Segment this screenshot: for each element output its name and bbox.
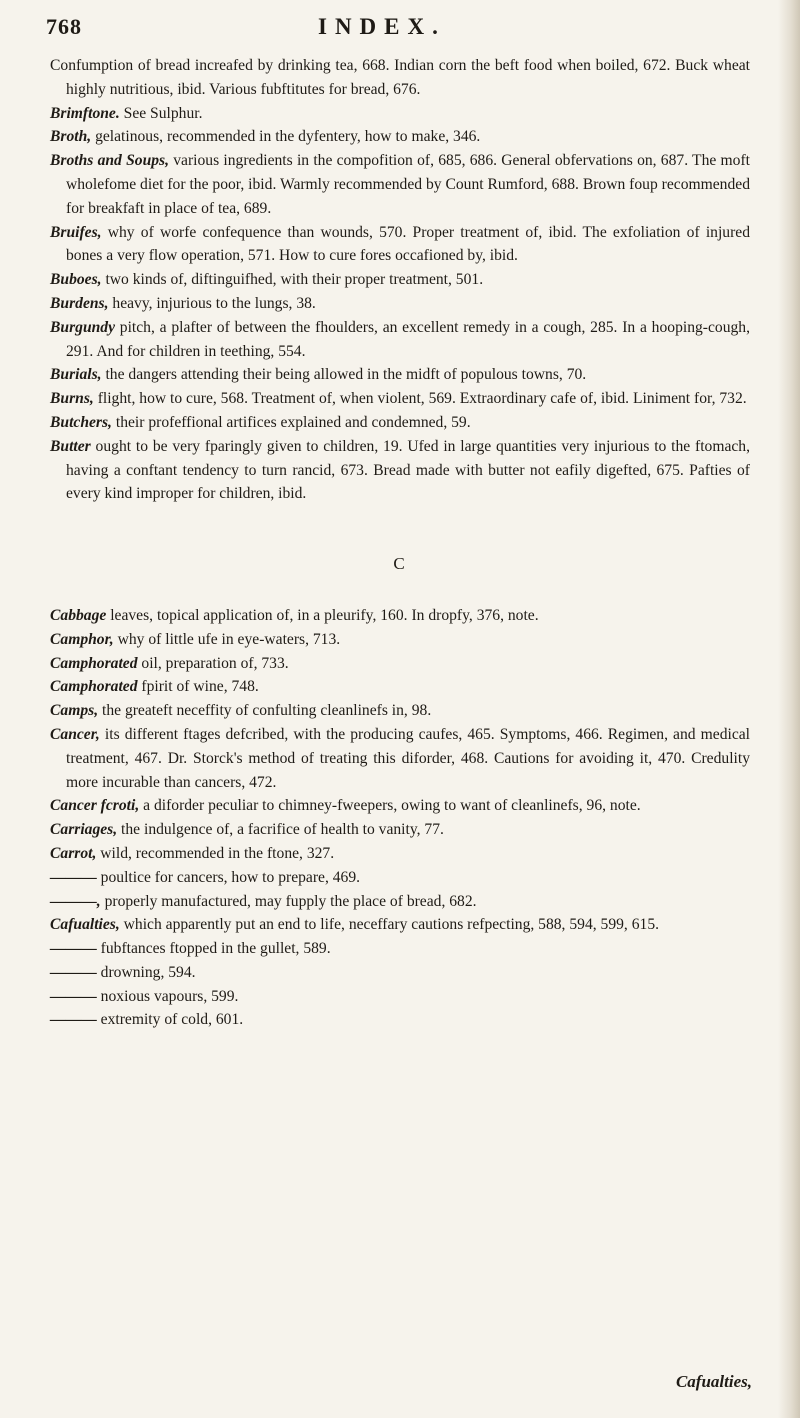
entry-text: wild, recommended in the ftone, 327.: [96, 844, 335, 862]
index-entry: [50, 628, 750, 652]
entry-headword: ———,: [50, 892, 101, 910]
page-edge-shadow: [778, 0, 800, 1418]
index-entry: [50, 699, 750, 723]
entry-text: why of worfe confequence than wounds, 570. Proper treatment of, ibid. The exfoliation of injured bones a very flow operation, 571. How to cure fores occafioned by, ibid.: [66, 223, 750, 265]
entry-headword: ———: [50, 987, 97, 1005]
entry-text: the dangers attending their being allowed in the midft of populous towns, 70.: [101, 366, 587, 384]
entry-headword: Burials,: [50, 366, 102, 384]
entry-headword: Camphor,: [50, 630, 114, 648]
entry-text: gelatinous, recommended in the dyfentery, how to make, 346.: [91, 128, 481, 146]
entry-text: their profeffional artifices explained and condemned, 59.: [111, 413, 471, 431]
entry-text: poultice for cancers, how to prepare, 469.: [96, 868, 361, 886]
index-entry: [50, 149, 750, 220]
entry-headword: ———: [50, 940, 97, 958]
entry-headword: ———: [50, 868, 97, 886]
entry-headword: Burns,: [50, 390, 94, 408]
page-header: [46, 10, 746, 50]
entry-text: the greateft neceffity of confulting cleanlinefs in, 98.: [98, 702, 432, 720]
entry-text: a diforder peculiar to chimney-fweepers, owing to want of cleanlinefs, 96, note.: [139, 797, 641, 815]
entry-text: leaves, topical application of, in a pleurify, 160. In dropfy, 376, note.: [106, 606, 539, 624]
entry-headword: ———: [50, 963, 97, 981]
index-entry: [50, 890, 750, 914]
index-entry: [50, 292, 750, 316]
index-entry: [50, 316, 750, 364]
index-entry: [50, 842, 750, 866]
entry-headword: Burdens,: [50, 294, 109, 312]
entry-headword: Buboes,: [50, 271, 102, 289]
index-entry: [50, 937, 750, 961]
index-entry: [50, 723, 750, 794]
entry-text: two kinds of, diftinguifhed, with their proper treatment, 501.: [101, 271, 484, 289]
entry-headword: Cafualties,: [50, 916, 120, 934]
page-number: 768: [46, 14, 82, 39]
entry-text: its different ftages defcribed, with the producing caufes, 465. Symptoms, 466. Regimen, and medical treatment, 467. Dr. Storck's method of treating this diforder, 468. Cautions for avoiding it, 470. Credulity more incurable than cancers, 472.: [66, 725, 750, 791]
entry-headword: Camps,: [50, 702, 99, 720]
entry-headword: Carrot,: [50, 844, 97, 862]
entry-text: the indulgence of, a facrifice of health to vanity, 77.: [117, 821, 444, 839]
entry-headword: Carriages,: [50, 821, 118, 839]
index-entry: [50, 363, 750, 387]
entry-text: fpirit of wine, 748.: [137, 678, 259, 696]
entry-headword: ———: [50, 1011, 97, 1029]
index-entry: [50, 221, 750, 269]
entry-headword: Broths and Soups,: [50, 152, 170, 170]
entry-headword: Cabbage: [50, 606, 107, 624]
index-entry: [50, 985, 750, 1009]
entry-headword: Camphorated: [50, 678, 138, 696]
index-entry: [50, 268, 750, 292]
entry-text: fubftances ftopped in the gullet, 589.: [96, 940, 331, 958]
entry-headword: Cancer fcroti,: [50, 797, 140, 815]
index-entry: [50, 1008, 750, 1032]
entry-text: why of little ufe in eye-waters, 713.: [113, 630, 341, 648]
entry-text: which apparently put an end to life, neceffary cautions refpecting, 588, 594, 599, 615.: [119, 916, 660, 934]
index-entry: [50, 54, 750, 102]
index-entry: [50, 913, 750, 937]
index-entry: [50, 387, 750, 411]
entry-text: various ingredients in the compofition of, 685, 686. General obfervations on, 687. The moft wholefome diet for the poor, ibid. Warmly recommended by Count Rumford, 688. Brown foup recommended for breakfaft in place of tea, 689.: [66, 152, 751, 217]
entry-text: pitch, a plafter of between the fhoulders, an excellent remedy in a cough, 285. In a hooping-cough, 291. And for children in teething, 554.: [66, 318, 750, 360]
entry-headword: Burgundy: [50, 318, 116, 336]
entry-headword: Broth,: [50, 128, 92, 146]
index-entry: [50, 794, 750, 818]
entry-headword: Camphorated: [50, 654, 138, 672]
index-entry: [50, 652, 750, 676]
index-entry: [50, 818, 750, 842]
index-entry: [50, 411, 750, 435]
index-entry: [50, 675, 750, 699]
index-content: [50, 54, 750, 1032]
entry-text: Confumption of bread increafed by drinking tea, 668. Indian corn the beft food when boiled, 672. Buck wheat highly nutritious, ibid. Various fubftitutes for bread, 676.: [50, 57, 750, 98]
entry-text: extremity of cold, 601.: [96, 1011, 244, 1029]
entries-b-list: [50, 54, 750, 506]
entry-headword: Brimftone.: [50, 104, 120, 122]
index-entry: [50, 125, 750, 149]
entry-text: See Sulphur.: [119, 104, 203, 122]
section-letter: C: [393, 554, 407, 574]
entry-text: flight, how to cure, 568. Treatment of, when violent, 569. Extraordinary cafe of, ibid. Liniment for, 732.: [93, 390, 747, 408]
index-entry: [50, 961, 750, 985]
entry-headword: Butter: [50, 437, 91, 455]
index-entry: [50, 435, 750, 506]
entry-headword: Bruifes,: [50, 223, 102, 241]
entry-headword: Cancer,: [50, 725, 100, 743]
entries-c-list: [50, 604, 750, 1032]
entry-headword: Butchers,: [50, 413, 112, 431]
entry-text: ought to be very fparingly given to children, 19. Ufed in large quantities very injurious to the ftomach, having a conftant tendency to turn rancid, 673. Bread made with butter not eafily digefted, 675. Pafties of every kind improper for children, ibid.: [66, 437, 750, 503]
catchword: Cafualties,: [675, 1372, 752, 1391]
entry-text: noxious vapours, 599.: [96, 987, 239, 1005]
index-entry: [50, 866, 750, 890]
running-head: INDEX.: [318, 14, 446, 39]
entry-text: heavy, injurious to the lungs, 38.: [108, 294, 316, 312]
entry-text: properly manufactured, may fupply the place of bread, 682.: [100, 892, 477, 910]
index-entry: [50, 102, 750, 126]
entry-text: oil, preparation of, 733.: [137, 654, 289, 672]
entry-text: drowning, 594.: [96, 963, 196, 981]
index-entry: [50, 604, 750, 628]
